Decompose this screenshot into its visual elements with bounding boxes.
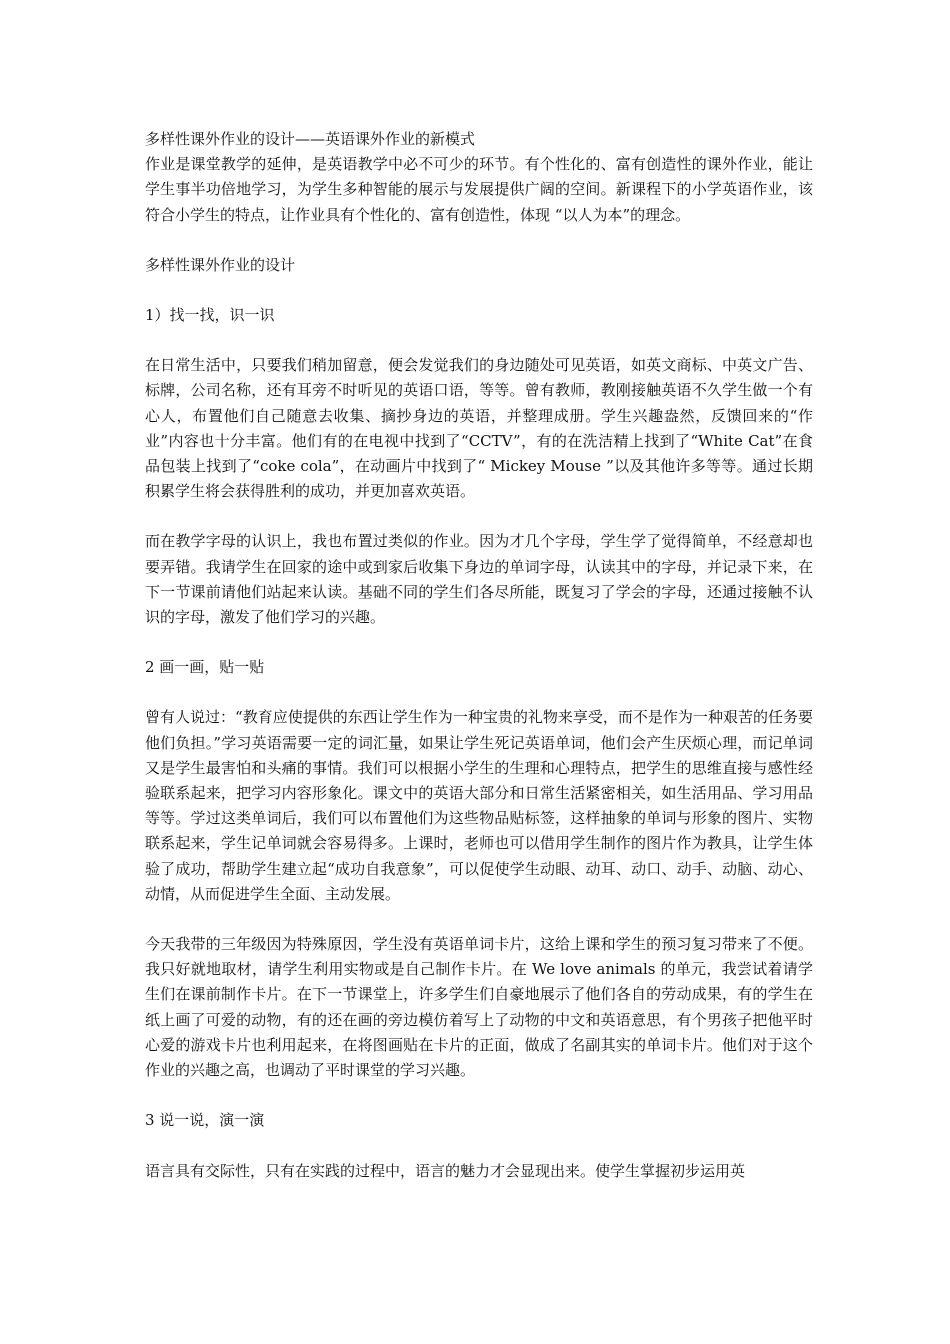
document-title: 多样性课外作业的设计——英语课外作业的新模式: [145, 130, 476, 148]
section-heading: 多样性课外作业的设计: [145, 255, 296, 274]
intro-paragraph: 作业是课堂教学的延伸，是英语教学中必不可少的环节。有个性化的、富有创造性的课外作业，能让学生事半功倍地学习，为学生多种智能的展示与发展提供广阔的空间。新课程下的小学英语作业，该符合小学生的特点，让作业具有个性化的、富有创造性，体现 “以人为本”的理念。: [145, 155, 813, 224]
section1-heading: 1）找一找，识一识: [145, 306, 275, 325]
section2-paragraph-1: 曾有人说过：“教育应使提供的东西让学生作为一种宝贵的礼物来享受，而不是作为一种艰苦的任务要他们负担。”学习英语需要一定的词汇量，如果让学生死记英语单词，他们会产生厌烦心理，而记单词又是学生最害怕和头痛的事情。我们可以根据小学生的生理和心理特点，把学生的思维直接与感性经验联系起来，把学习内容形象化。课文中的英语大部分和日常生活紧密相关，如生活用品、学习用品等等。学过这类单词后，我们可以布置他们为这些物品贴标签，这样抽象的单词与形象的图片、实物联系起来，学生记单词就会容易得多。上课时，老师也可以借用学生制作的图片作为教具，让学生体验了成功，帮助学生建立起“成功自我意象”，可以促使学生动眼、动耳、动口、动手、动脑、动心、动情，从而促进学生全面、主动发展。: [145, 708, 813, 903]
document-body: [145, 127, 813, 1184]
section3-heading: 3 说一说，演一演: [145, 1111, 265, 1130]
section1-paragraph-2: 而在教学字母的认识上，我也布置过类似的作业。因为才几个字母，学生学了觉得简单，不经意却也要弄错。我请学生在回家的途中或到家后收集下身边的单词字母，认读其中的字母，并记录下来，在下一节课前请他们站起来认读。基础不同的学生们各尽所能，既复习了学会的字母，还通过接触不认识的字母，激发了他们学习的兴趣。: [145, 532, 813, 627]
section1-paragraph-1: 在日常生活中，只要我们稍加留意，便会发觉我们的身边随处可见英语，如英文商标、中英文广告、标牌，公司名称，还有耳旁不时听见的英语口语，等等。曾有教师，教刚接触英语不久学生做一个有心人，布置他们自己随意去收集、摘抄身边的英语，并整理成册。学生兴趣盎然，反馈回来的“作业”内容也十分丰富。他们有的在电视中找到了“CCTV”，有的在洗洁精上找到了“White Cat”在食品包装上找到了“coke cola”，在动画片中找到了“ Mickey Mouse ”以及其他许多等等。通过长期积累学生将会获得胜利的成功，并更加喜欢英语。: [145, 356, 813, 501]
section2-paragraph-2: 今天我带的三年级因为特殊原因，学生没有英语单词卡片，这给上课和学生的预习复习带来了不便。我只好就地取材，请学生利用实物或是自己制作卡片。在 We love animals 的单元，我尝试着请学生们在课前制作卡片。在下一节课堂上，许多学生们自豪地展示了他们各自的劳动成果，有的学生在纸上画了可爱的动物，有的还在画的旁边模仿着写上了动物的中文和英语意思，有个男孩子把他平时心爱的游戏卡片也利用起来，在将图画贴在卡片的正面，做成了名副其实的单词卡片。他们对于这个作业的兴趣之高，也调动了平时课堂的学习兴趣。: [145, 935, 813, 1080]
section3-paragraph-1: 语言具有交际性，只有在实践的过程中，语言的魅力才会显现出来。使学生掌握初步运用英: [145, 1161, 746, 1180]
section2-heading: 2 画一画，贴一贴: [145, 658, 265, 677]
